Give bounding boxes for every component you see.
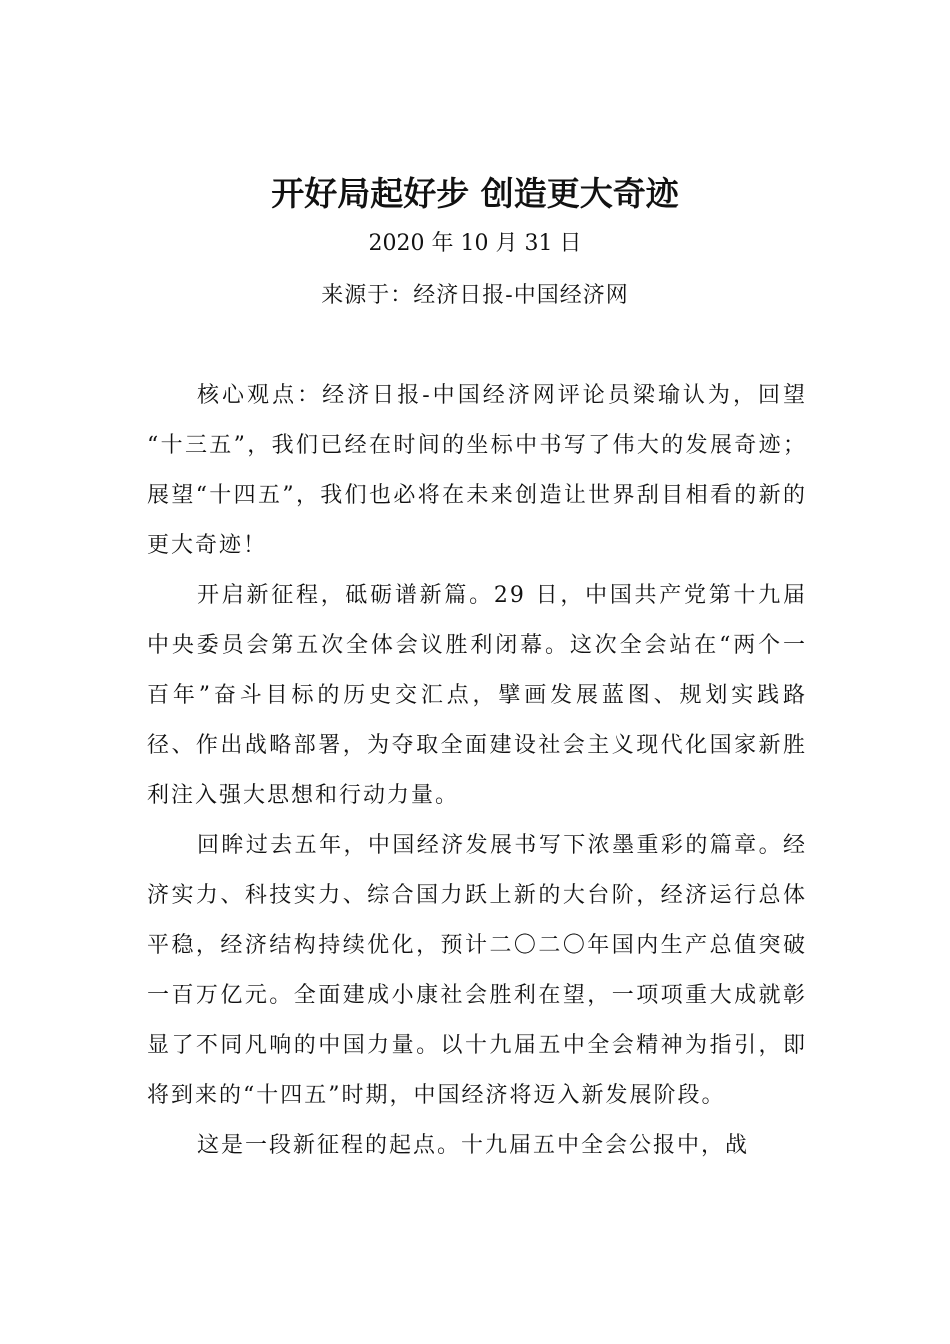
document-title: 开好局起好步 创造更大奇迹 <box>271 174 679 213</box>
paragraph-review: 回眸过去五年，中国经济发展书写下浓墨重彩的篇章。经济实力、科技实力、综合国力跃上新的大台阶，经济运行总体平稳，经济结构持续优化，预计二〇二〇年国内生产总值突破一百万亿元。全面建成小康社会胜利在望，一项项重大成就彰显了不同凡响的中国力量。以十九届五中全会精神为指引，即将到来的“十四五”时期，中国经济将迈入新发展阶段。 <box>147 833 807 1108</box>
paragraph-new-journey: 开启新征程，砥砺谱新篇。29 日，中国共产党第十九届中央委员会第五次全体会议胜利闭幕。这次全会站在“两个一百年”奋斗目标的历史交汇点，擘画发展蓝图、规划实践路径、作出战略部署，为夺取全面建设社会主义现代化国家新胜利注入强大思想和行动力量。 <box>147 583 807 808</box>
article-body <box>147 371 807 1171</box>
paragraph-starting-point: 这是一段新征程的起点。十九届五中全会公报中，战 <box>197 1133 750 1158</box>
publish-date: 2020 年 10 月 31 日 <box>368 231 582 256</box>
paragraph-summary: 核心观点：经济日报-中国经济网评论员梁瑜认为，回望 “十三五”，我们已经在时间的坐标中书写了伟大的发展奇迹；展望“十四五”，我们也必将在未来创造让世界刮目相看的新的更大奇迹！ <box>147 383 807 558</box>
source-line: 来源于：经济日报-中国经济网 <box>321 283 629 308</box>
